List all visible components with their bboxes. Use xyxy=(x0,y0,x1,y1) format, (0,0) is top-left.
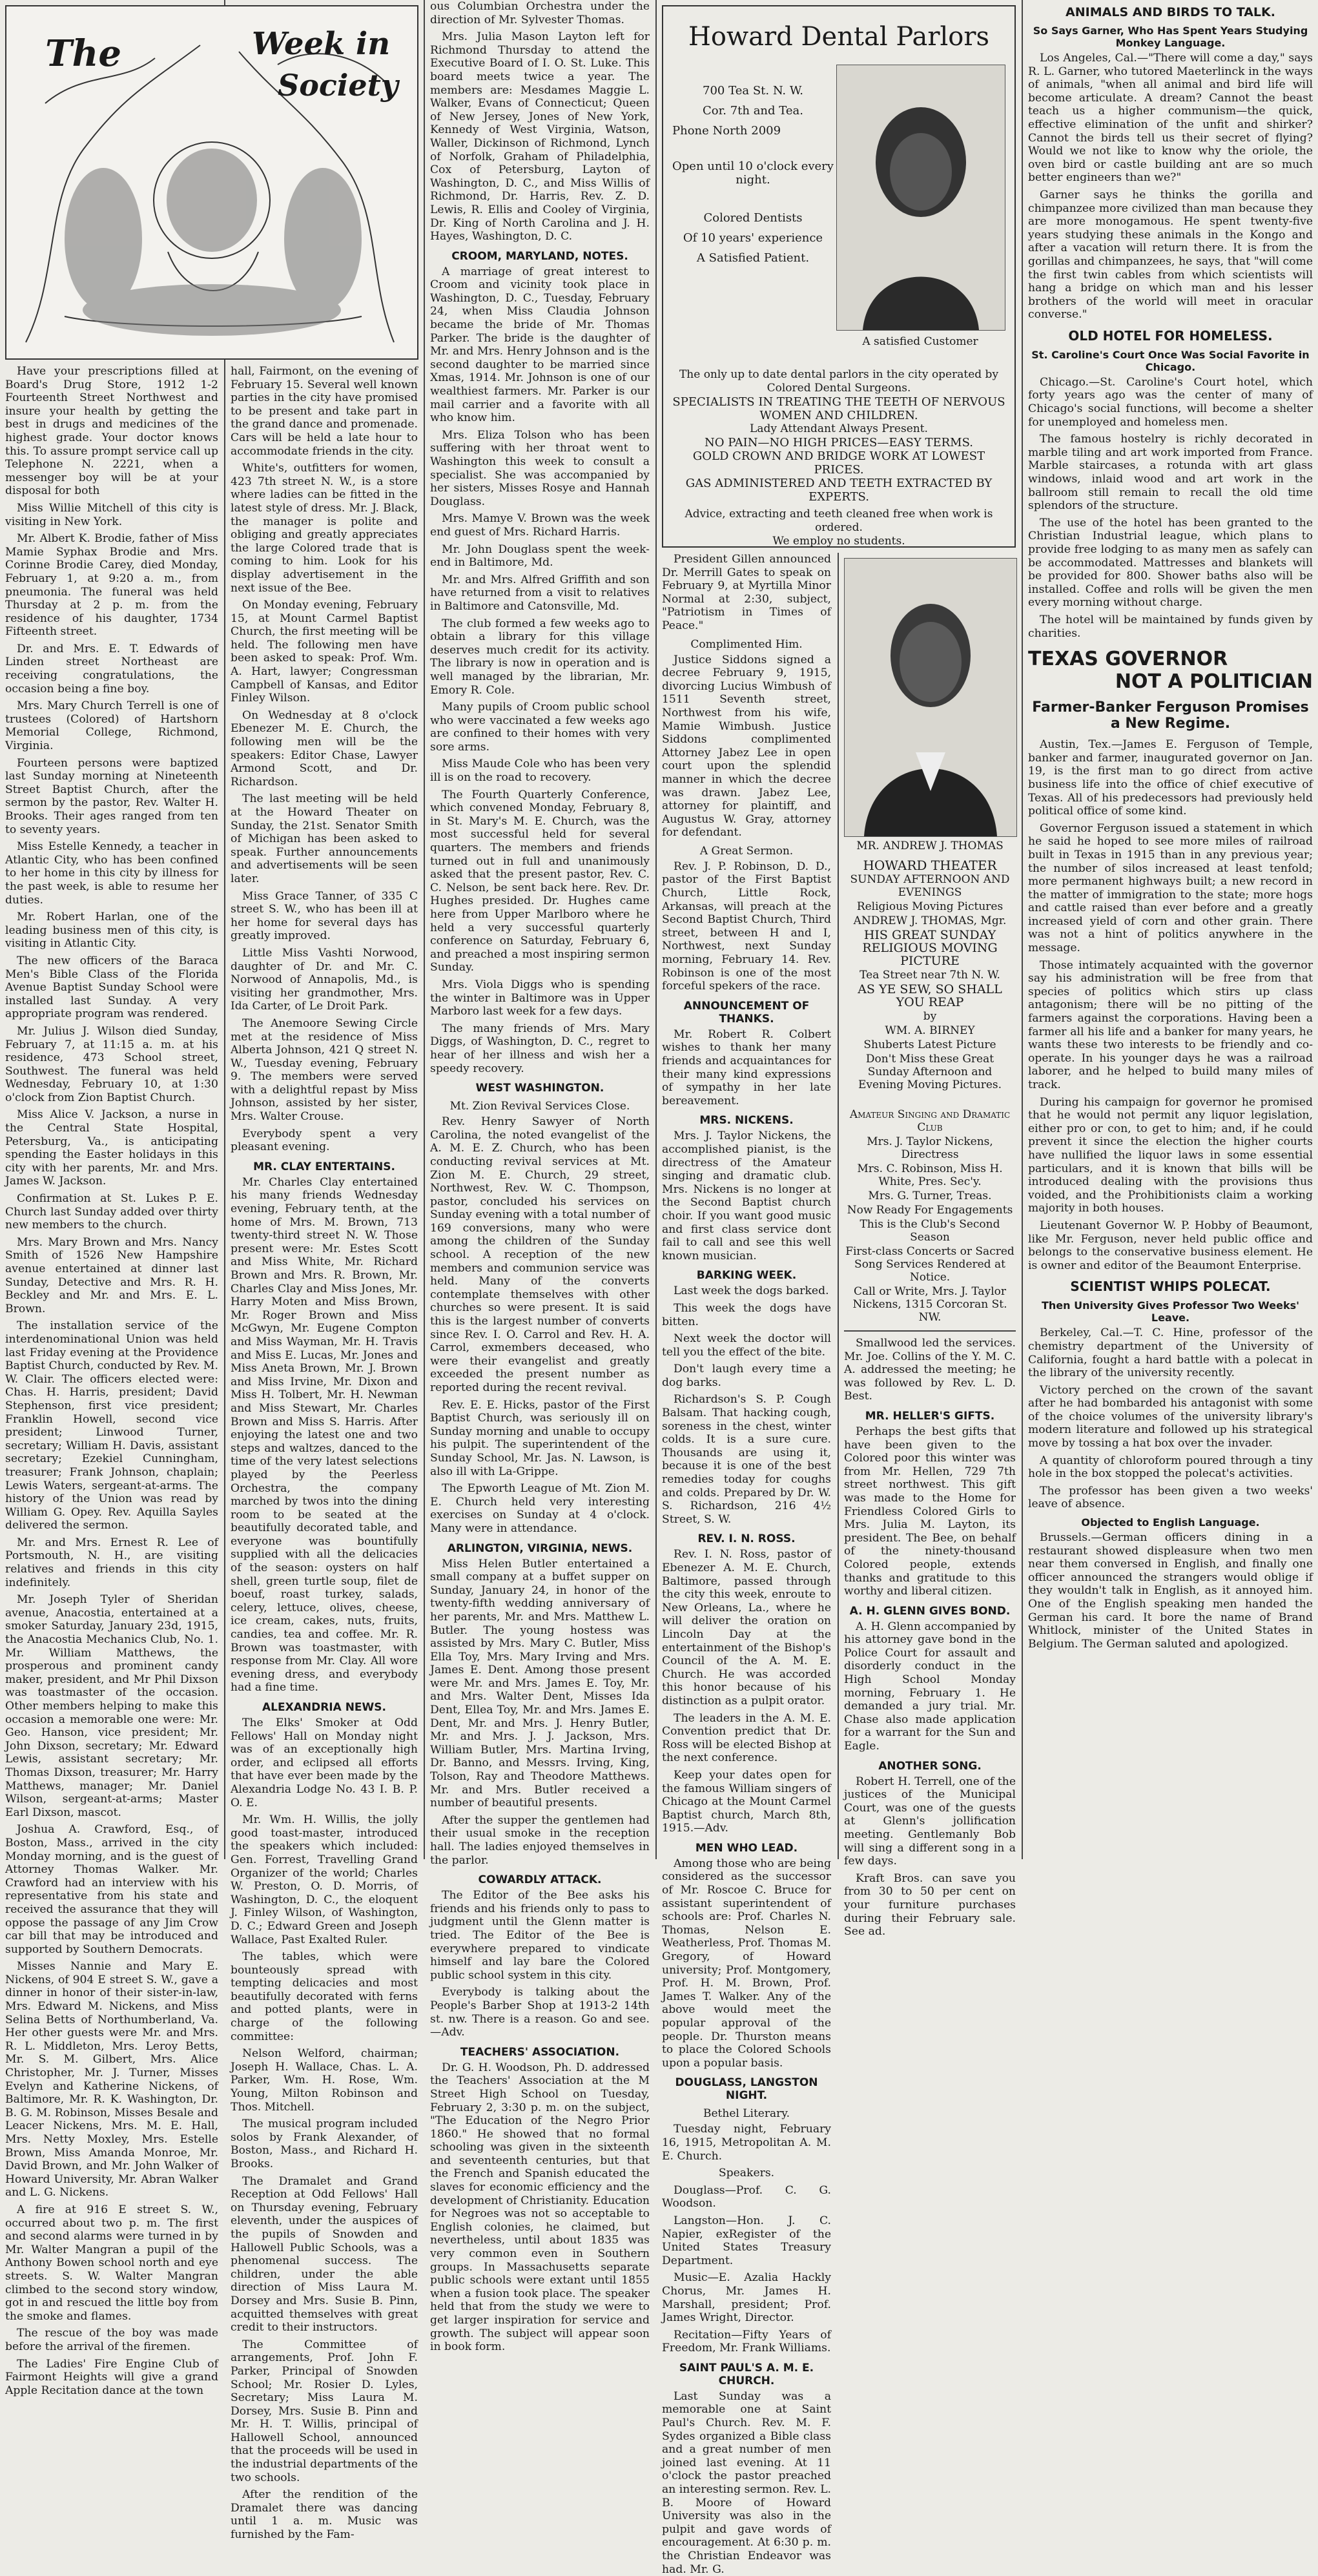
paragraph: Governor Ferguson issued a statement in which he said he hoped to see more miles of railroad built in Texas in 1915 than in any previous year; the number of silos increased at least tenfold; more permanent highways built; a new record in the matter of immigration to the state; more hogs and cattle raised than ever before and a greatly increased yield of corn and other grain. There was not a hint of politics anywhere in the message. xyxy=(1028,821,1313,955)
paragraph: The Ladies' Fire Engine Club of Fairmont Heights will give a grand Apple Recitation dance at the town xyxy=(5,2357,218,2397)
paragraph: The leaders in the A. M. E. Convention predict that Dr. Ross will be elected Bishop at the next conference. xyxy=(662,1711,831,1765)
paragraph: The tables, which were bounteously spread with tempting delicacies and most beautifully decorated with ferns and potted plants, were in charge of the following committee: xyxy=(231,1950,418,2043)
dental-phone: Phone North 2009 xyxy=(672,124,781,138)
paragraph: The new officers of the Baraca Men's Bible Class of the Florida Avenue Baptist Sunday School were installed last Sunday. A very appropriate program was rendered. xyxy=(5,954,218,1021)
paragraph: hall, Fairmont, on the evening of February 15. Several well known parties in the city have promised to be present and take part in the grand dance and promenade. Cars will be held a late hour to accommodate friends in the city. xyxy=(231,365,418,458)
headline-clay: MR. CLAY ENTERTAINS. xyxy=(253,1160,395,1173)
paragraph: A marriage of great interest to Croom and vicinity took place in Washington, D. C., Tuesday, February 24, when Miss Claudia Johnson became the bride of Mr. Thomas Parker. The bride is the daughter of Mr. and Mrs. Henry Johnson and is the second daughter to be married since Xmas, 1914. Mr. Johnson is one of our wealthiest farmers. Mr. Parker is our mail carrier and a favorite with all who know him. xyxy=(430,265,650,425)
paragraph: Rev. I. N. Ross, pastor of Ebenezer A. M. E. Church, Baltimore, passed through the city this week, enroute to New Orleans, La., where he will deliver the oration on Lincoln Day at the entertainment of the Bishop's Council of the A. M. E. Church. He was accorded this honor because of his distinction as a pulpit orator. xyxy=(662,1548,831,1707)
dental-hours: Open until 10 o'clock every night. xyxy=(672,160,834,187)
dental-ad-title: Howard Dental Parlors xyxy=(688,22,990,52)
dental-bottom-7: Advice, extracting and teeth cleaned free when work is ordered. xyxy=(685,508,993,534)
col1-text xyxy=(5,365,218,2397)
paragraph: Confirmation at St. Lukes P. E. Church last Sunday added over thirty new members to the church. xyxy=(5,1192,218,1232)
headline-douglass-langston: DOUGLASS, LANGSTON NIGHT. xyxy=(675,2076,818,2103)
subhead-zion: Mt. Zion Revival Services Close. xyxy=(449,1100,630,1113)
paragraph: Chicago.—St. Caroline's Court hotel, which forty years ago was the center of many of Chicago's social functions, will become a shelter for unemployed and homeless men. xyxy=(1028,375,1313,429)
paragraph: Miss Helen Butler entertained a small company at a buffet supper on Sunday, January 24, in honor of the twenty-fifth wedding anniversary of her parents, Mr. and Mrs. Matthew L. Butler. The young hostess was assisted by Mrs. Mary C. Butler, Miss Ella Toy, Mrs. Mary Irving and Mrs. James E. Dent. Among those present were Mr. and Mrs. James E. Toy, Mr. and Mrs. Walter Dent, Misses Ida Dent, Ellea Toy, Mr. and Mrs. James E. Dent, Mr. and Mrs. J. Henry Butler, Mr. and Mrs. J. J. Jackson, Mrs. William Butler, Mrs. Martina Irving, Dr. Banno, and Messrs. Irving, King, Tolson, Ray and Theodore Matthews. Mr. and Mrs. Butler received a number of beautiful presents. xyxy=(430,1557,650,1810)
paragraph: Speakers. xyxy=(718,2167,775,2180)
paragraph: Dr. G. H. Woodson, Ph. D. addressed the Teachers' Association at the M Street High School on Tuesday, February 2, 3:30 p. m. on the subject, "The Education of the Negro Prior 1860." He showed that no formal schooling was given in the sixteenth and seventeenth centuries, but that the French and Spanish educated the slaves for economic efficiency and the development of Christianity. Education for Negroes was not so acceptable to English colonies, he claimed, but nevertheless, until about 1835 was very common even in Southern groups. In Massachusetts separate public schools were extant until 1855 when a fusion took place. The speaker held that from the study we were to get larger inspiration for service and growth. The subject will appear soon in book form. xyxy=(430,2061,650,2354)
paragraph: After the supper the gentlemen had their usual smoke in the reception hall. The ladies enjoyed themselves in the parlor. xyxy=(430,1813,650,1867)
paragraph: The Editor of the Bee asks his friends and his friends only to pass to judgment until the Glenn matter is tried. The Editor of the Bee is everywhere prepared to vindicate himself and lay bare the Colored public school system in this city. xyxy=(430,1889,650,1982)
paragraph: Miss Willie Mitchell of this city is visiting in New York. xyxy=(5,501,218,528)
paragraph: Tuesday night, February 16, 1915, Metropolitan A. M. E. Church. xyxy=(662,2123,831,2163)
theater-line: Don't Miss these Great Sunday Afternoon and Evening Moving Pictures. xyxy=(858,1053,1002,1091)
paragraph: Brussels.—German officers dining in a restaurant showed displeasure when two men near them conversed in English, and finally one officer announced the strangers would oblige if they wouldn't talk in English, as it annoyed him. One of the English speaking men handed the German his card. It bore the name of Brand Whitlock, minister of the United States in Belgium. The German saluted and apologized. xyxy=(1028,1531,1313,1651)
paragraph: A quantity of chloroform poured through a tiny hole in the box stopped the polecat's activities. xyxy=(1028,1454,1313,1481)
column-1 xyxy=(0,365,223,2397)
paragraph: Rev. J. P. Robinson, D. D., pastor of the First Baptist Church, Little Rock, Arkansas, will preach at the Second Baptist Church, Third street, between H and I, Northwest, next Sunday morning, February 14. Rev. Robinson is one of the most forceful spekers of the race. xyxy=(662,860,831,993)
dental-bottom-6: GAS ADMINISTERED AND TEETH EXTRACTED BY EXPERTS. xyxy=(685,477,993,504)
paragraph: The use of the hotel has been granted to the Christian Industrial league, which plans to provide free lodging to as many men as safely can be accommodated. Mattresses and blankets will be provided for 800. Shower baths also will be installed. Coffee and rolls will be given the men every morning without charge. xyxy=(1028,516,1313,610)
masthead-title-the: The xyxy=(45,32,122,75)
headline-thanks: ANNOUNCEMENT OF THANKS. xyxy=(683,999,810,1025)
amateur-line: Mrs. G. Turner, Treas. xyxy=(868,1190,992,1202)
theater-line: Tea Street near 7th N. W. xyxy=(860,969,1000,982)
paragraph: Miss Estelle Kennedy, a teacher in Atlantic City, who has been confined to her home in this city by illness for the past week, is able to resume her duties. xyxy=(5,840,218,907)
paragraph: President Gillen announced Dr. Merrill Gates to speak on February 9, at Myrtilla Minor Normal at 2:30, subject, "Patriotism in Times of Peace." xyxy=(662,553,831,632)
customer-portrait xyxy=(836,65,1005,331)
amateur-title: Amateur Singing and Dramatic Club xyxy=(849,1108,1011,1134)
paragraph: Austin, Tex.—James E. Ferguson of Temple, banker and farmer, inaugurated governor on Jan. 19, is the first man to go direct from active business life into the office of chief executive of Texas. All of his predecessors had previously held political office of some kind. xyxy=(1028,738,1313,818)
thomas-portrait xyxy=(844,558,1017,837)
theater-line: Religious Moving Pictures xyxy=(856,900,1004,913)
amateur-line: Mrs. C. Robinson, Miss H. White, Pres. Sec'y. xyxy=(857,1162,1003,1188)
paragraph: Perhaps the best gifts that have been given to the Colored poor this winter was from Mr. Hellen, 729 7th street northwest. This gift was made to the Home for Friendless Colored Girls to Mrs. Julia M. Layton, its president. The Bee, on behalf of the ninety-thousand Colored people, extends thanks and gratitude to this worthy and liberal citizen. xyxy=(844,1425,1016,1598)
amateur-line: Mrs. J. Taylor Nickens, Directress xyxy=(867,1135,993,1161)
paragraph: Joshua A. Crawford, Esq., of Boston, Mass., arrived in the city Monday morning, and is the guest of Attorney Thomas Walker. Mr. Crawford had an interview with his representative from his state and received the assurance that they will oppose the passage of any Jim Crow car bill that may be introduced and supported by Southern Democrats. xyxy=(5,1823,218,1956)
paragraph: The Elks' Smoker at Odd Fellows' Hall on Monday night was of an exceptionally high order, and eclipsed all efforts that have ever been made by the Alexandria Lodge No. 43 I. B. P. O. E. xyxy=(231,1716,418,1809)
masthead-title-society: Society xyxy=(278,68,398,103)
paragraph: The rescue of the boy was made before the arrival of the firemen. xyxy=(5,2327,218,2353)
theater-line: ANDREW J. THOMAS, Mgr. xyxy=(853,914,1007,927)
paragraph: Those intimately acquainted with the governor say his administration will be free from that species of politics which stirs up class antagonism; there will be no pitting of the farmers against the corporations. Having been a farmer all his life and a banker for many years, he wants these two interests to be friendly and co-operate. In his younger days he was a railroad laborer, and he helped to build many miles of track. xyxy=(1028,958,1313,1091)
paragraph: Don't laugh every time a dog barks. xyxy=(662,1363,831,1389)
masthead-area xyxy=(0,0,424,362)
paragraph: Mrs. Mary Church Terrell is one of trustees (Colored) of Hartshorn Memorial College, Richmond, Virginia. xyxy=(5,699,218,753)
theater-line: by xyxy=(923,1010,937,1023)
paragraph: This week the dogs have bitten. xyxy=(662,1301,831,1328)
headline-teachers: TEACHERS' ASSOCIATION. xyxy=(460,2045,620,2059)
paragraph: A fire at 916 E street S. W., occurred about two p. m. The first and second alarms were turned in by Mr. Walter Mangran a pupil of the Anthony Bowen school north and eye streets. S. W. Walter Mangran climbed to the second story window, got in and rescued the little boy from the smoke and flames. xyxy=(5,2203,218,2323)
portrait-illustration xyxy=(837,65,1005,330)
column-4b xyxy=(838,553,1021,1939)
dental-experience: Of 10 years' experience xyxy=(683,231,823,245)
paragraph: The Anemoore Sewing Circle met at the residence of Miss Alberta Johnson, 421 Q street N. W., Tuesday evening, February 9. The members were served with a delightful repast by Miss Johnson, assisted by her sister, Mrs. Walter Crouse. xyxy=(231,1016,418,1124)
paragraph: Mr. Robert Harlan, one of the leading business men of this city, is visiting in Atlantic City. xyxy=(5,911,218,951)
paragraph: The Dramalet and Grand Reception at Odd Fellows' Hall on Thursday evening, February eleventh, under the auspices of the pupils of Snowden and Hallowell Public Schools, was a phenomenal success. The children, under the able direction of Miss Laura M. Dorsey and Mrs. Susie B. Pinn, acquitted themselves with great credit to their instructors. xyxy=(231,2174,418,2334)
dental-bottom-copy xyxy=(672,368,1005,548)
theater-line: Shuberts Latest Picture xyxy=(863,1038,996,1051)
column-2 xyxy=(225,365,423,2542)
paragraph: Mr. and Mrs. Ernest R. Lee of Portsmouth, N. H., are visiting relatives and friends in this city indefinitely. xyxy=(5,1536,218,1589)
headline-men-who-lead: MEN WHO LEAD. xyxy=(695,1841,798,1855)
paragraph: Everybody spent a very pleasant evening. xyxy=(231,1127,418,1154)
headline-heller: MR. HELLER'S GIFTS. xyxy=(865,1409,995,1423)
paragraph: Have your prescriptions filled at Board's Drug Store, 1912 1-2 Fourteenth Street Northwest and insure your health by getting the best in drugs and medicines of the highest grade. Your doctor knows this. To assure prompt service call up Telephone N. 2221, when a messenger boy will be at your disposal for both xyxy=(5,365,218,498)
paragraph: Last week the dogs barked. xyxy=(674,1284,829,1298)
paragraph: Next week the doctor will tell you the effect of the bite. xyxy=(662,1332,831,1359)
paragraph: Los Angeles, Cal.—"There will come a day," says R. L. Garner, who tutored Maeterlinck in the ways of animals, "when all animal and bird life will become articulate. A dream? Cannot the beast teach us a higher communism—the quick, effective elimination of the unfit and shirker? Cannot the birds tell us their secret of flying? Would we not like to know why the oriole, the oven bird or castle building ant are so much better engineers than we?" xyxy=(1028,52,1313,185)
subhead-animals: So Says Garner, Who Has Spent Years Studying Monkey Language. xyxy=(1033,25,1308,49)
subhead-polecat: Then University Gives Professor Two Weeks' Leave. xyxy=(1041,1299,1300,1324)
theater-line: SUNDAY AFTERNOON AND EVENINGS xyxy=(850,873,1010,899)
paragraph: Smallwood led the services. Mr. Joe. Collins of the Y. M. C. A. addressed the meeting; he was followed by Rev. L. D. Best. xyxy=(844,1337,1016,1403)
paragraph: Mr. Charles Clay entertained his many friends Wednesday evening, February tenth, at the home of Mrs. M. Brown, 713 twenty-third street N. W. Those present were: Mr. Estes Scott and Miss White, Mr. Richard Brown and Mrs. R. Brown, Mr. Charles Clay and Miss Jones, Mr. Harry Moten and Miss Brown, Mr. Roger Brown and Miss McGwyn, Mr. Eugene Compton and Miss Wayman, Mr. H. Travis and Miss E. Lucas, Mr. Jones and Miss Aneta Brown, Mr. J. Brown and Miss Irvine, Mr. Dixon and Miss H. Tolbert, Mr. H. Newman and Miss Stewart, Mr. Charles Brown and Miss S. Harris. After enjoying the latest one and two steps and waltzes, danced to the time of the very latest selections played by the Peerless Orchestra, the company marched by twos into the dining room to be seated at the beautifully decorated table, and everyone was bountifully supplied with all the delicacies of the season: oysters on half shell, green turtle soup, filet de boeuf, roast turkey, salads, celery, lettuce, olives, cheese, ice cream, cakes, nuts, fruits, candies, tea and coffee. Mr. R. Brown was toastmaster, with response from Mr. Clay. All wore evening dress, and everybody had a fine time. xyxy=(231,1175,418,1695)
amateur-line: First-class Concerts or Sacred Song Services Rendered at Notice. xyxy=(845,1245,1014,1284)
amateur-line: This is the Club's Second Season xyxy=(860,1218,1000,1244)
paragraph: Recitation—Fifty Years of Freedom, Mr. Frank Williams. xyxy=(662,2328,831,2355)
paragraph: On Monday evening, February 15, at Mount Carmel Baptist Church, the first meeting will be held. The following men have been asked to speak: Prof. Wm. A. Hart, lawyer; Congressman Campbell of Kansas, and Editor Finley Wilson. xyxy=(231,599,418,705)
paragraph: Everybody is talking about the People's Barber Shop at 1913-2 14th st. nw. There is a reason. Go and see.—Adv. xyxy=(430,1986,650,2039)
paragraph: During his campaign for governor he promised that he would not permit any liquor legislation, either pro or con, to get to him; and, if he could prevent it since the election the higher courts have nullified the liquor laws in some essential particulars, and it is known that bills will be introduced dealing with the provisions thus voided, and the Prohibitionists claim a working majority in both houses. xyxy=(1028,1095,1313,1215)
paragraph: Mrs. Viola Diggs who is spending the winter in Baltimore was in Upper Marboro last week for a few days. xyxy=(430,978,650,1018)
paragraph: Fourteen persons were baptized last Sunday morning at Nineteenth Street Baptist Church, after the sermon by the pastor, Rev. Walter H. Brooks. Their ages ranged from ten to seventy years. xyxy=(5,756,218,836)
amateur-line: Call or Write, Mrs. J. Taylor Nickens, 1315 Corcoran St. NW. xyxy=(852,1285,1007,1324)
dental-ad-info xyxy=(672,77,834,271)
portrait-illustration xyxy=(845,559,1016,836)
dental-ad xyxy=(662,5,1016,548)
subhead-english: Objected to English Language. xyxy=(1081,1516,1260,1529)
paragraph: Mr. John Douglass spent the week-end in Baltimore, Md. xyxy=(430,542,650,570)
paragraph: Langston—Hon. J. C. Napier, exRegister of the United States Treasury Department. xyxy=(662,2214,831,2267)
paragraph: Last Sunday was a memorable one at Saint Paul's Church. Rev. M. F. Sydes organized a Bible class and a great number of men joined last evening. At 11 o'clock the pastor preached an interesting sermon. Rev. L. B. Moore of Howard University was also in the pulpit and gave words of encouragement. At 6:30 p. m. the Christian Endeavor was had. Mr. G. xyxy=(662,2389,832,2576)
headline-polecat: SCIENTIST WHIPS POLECAT. xyxy=(1070,1279,1271,1295)
theater-line: WM. A. BIRNEY xyxy=(885,1024,975,1037)
theater-line: HOWARD THEATER xyxy=(863,858,997,873)
paragraph: Mrs. J. Taylor Nickens, the accomplished pianist, is the directress of the Amateur singing and dramatic club. Mrs. Nickens is no longer at the Second Baptist church choir. If you want good music and first class service dont fail to call and see this well known musician. xyxy=(662,1129,831,1262)
dental-colored-dentists: Colored Dentists xyxy=(703,211,803,225)
paragraph: Mrs. Julia Mason Layton left for Richmond Thursday to attend the Executive Board of I. O. St. Luke. This board meets twice a year. The members are: Mesdames Maggie L. Walker, Evans of Connecticut; Queen of New Jersey, Jones of New York, Kennedy of West Virginia, Watson, Waller, Dickinson of Richmond, Lynch of Norfolk, Graham of Philadelphia, Cox of Petersburg, Layton of Washington, D. C., and Miss Willis of Richmond, Dr. Harris, Rev. Z. D. Lewis, R. Ellis and Cooley of Virginia, Dr. King of North Carolina and J. H. Hayes, Washington, D. C. xyxy=(430,30,650,243)
paragraph: The last meeting will be held at the Howard Theater on Sunday, the 21st. Senator Smith of Michigan has been asked to speak. Further announcements and advertisements will be seen later. xyxy=(231,792,418,885)
headline-texas-2: NOT A POLITICIAN xyxy=(1115,670,1313,694)
paragraph: A. H. Glenn accompanied by his attorney gave bond in the Police Court for assault and disorderly conduct in the High School Monday morning, February 1. He demanded a jury trial. Mr. Chase also made application for a warrant for the Sun and Eagle. xyxy=(844,1620,1016,1753)
thomas-caption: MR. ANDREW J. THOMAS xyxy=(856,840,1004,852)
column-4a xyxy=(657,553,836,2576)
dental-bottom-3: Lady Attendant Always Present. xyxy=(750,422,928,435)
headline-hotel: OLD HOTEL FOR HOMELESS. xyxy=(1068,327,1273,344)
headline-animals: ANIMALS AND BIRDS TO TALK. xyxy=(1066,5,1275,19)
headline-texas-1: TEXAS GOVERNOR xyxy=(1028,648,1228,671)
paragraph: ous Columbian Orchestra under the direction of Mr. Sylvester Thomas. xyxy=(430,0,650,26)
dental-bottom-4: NO PAIN—NO HIGH PRICES—EASY TERMS. xyxy=(704,436,973,449)
paragraph: Rev. E. E. Hicks, pastor of the First Baptist Church, was seriously ill on Sunday morning and unable to occupy his pulpit. The superintendent of the Sunday School, Mr. Jas. N. Lawson, is also ill with La-Grippe. xyxy=(430,1398,650,1478)
column-3 xyxy=(425,0,655,2354)
paragraph: Robert H. Terrell, one of the justices of the Municipal Court, was one of the guests at Glenn's jollification meeting. Gentlemanly Bob will sing a different song in a few days. xyxy=(844,1775,1016,1868)
headline-alexandria: ALEXANDRIA NEWS. xyxy=(262,1701,386,1714)
paragraph: The professor has been given a two weeks' leave of absence. xyxy=(1028,1484,1313,1511)
headline-croom: CROOM, MARYLAND, NOTES. xyxy=(451,249,628,263)
paragraph: After the rendition of the Dramalet there was dancing until 1 a. m. Music was furnished by the Fam- xyxy=(231,2488,418,2542)
column-4 xyxy=(657,0,1021,2576)
subhead-texas: Farmer-Banker Ferguson Promises a New Regime. xyxy=(1032,699,1309,732)
masthead-title-week: Week in xyxy=(252,26,391,62)
subhead-bethel: Bethel Literary. xyxy=(703,2107,790,2121)
paragraph: Miss Maude Cole who has been very ill is on the road to recovery. xyxy=(430,757,650,785)
headline-another-song: ANOTHER SONG. xyxy=(878,1759,982,1773)
headline-west-washington: WEST WASHINGTON. xyxy=(475,1082,604,1095)
paragraph: Berkeley, Cal.—T. C. Hine, professor of the chemistry department of the University of California, fought a hard battle with a polecat in the library of the university recently. xyxy=(1028,1326,1313,1380)
masthead xyxy=(5,5,418,360)
headline-glenn: A. H. GLENN GIVES BOND. xyxy=(849,1604,1011,1618)
paragraph: Douglass—Prof. C. G. Woodson. xyxy=(662,2183,831,2210)
dental-bottom-2: SPECIALISTS IN TREATING THE TEETH OF NERVOUS WOMEN AND CHILDREN. xyxy=(672,395,1005,422)
paragraph: Mrs. Mary Brown and Mrs. Nancy Smith of 1526 New Hampshire avenue entertained at dinner last Sunday, Detective and Mrs. R. H. Beckley and Mr. and Mrs. E. L. Brown. xyxy=(5,1235,218,1315)
paragraph: Nelson Welford, chairman; Joseph H. Wallace, Chas. L. A. Parker, Wm. H. Rose, Wm. Young, Milton Robinson and Thos. Mitchell. xyxy=(231,2047,418,2114)
subhead-sermon: A Great Sermon. xyxy=(699,844,794,858)
paragraph: The Epworth League of Mt. Zion M. E. Church held very interesting exercises on Sunday at 4 o'clock. Many were in attendance. xyxy=(430,1482,650,1535)
column-5 xyxy=(1023,0,1318,1859)
paragraph: Mr. Wm. H. Willis, the jolly good toast-master, introduced the speakers which included: Gen. Forrest, Travelling Grand Organizer of the world; Charles W. Preston, O. D. Morris, of Washington, D. C., the eloquent J. Finley Wilson, of Washington, D. C.; Edward Green and Joseph Wallace, Past Exalted Ruler. xyxy=(231,1813,418,1946)
paragraph: Richardson's S. P. Cough Balsam. That hacking cough, soreness in the chest, winter colds. It is a sure cure. Thousands are using it, because it is one of the best remedies today for coughs and colds. Prepared by Dr. W. S. Richardson, 216 4½ Street, S. W. xyxy=(662,1393,831,1526)
theater-line: AS YE SEW, SO SHALL YOU REAP xyxy=(858,982,1002,1009)
headline-cowardly-attack: COWARDLY ATTACK. xyxy=(478,1873,602,1887)
paragraph: Dr. and Mrs. E. T. Edwards of Linden street Northeast are receiving congratulations, the occasion being a fine boy. xyxy=(5,642,218,696)
paragraph: Victory perched on the crown of the savant after he had bombarded his antagonist with some of the choice volumes of the university library's modern literature and followed up his strategical move by tossing a hat box over the invader. xyxy=(1028,1383,1313,1450)
paragraph: Kraft Bros. can save you from 30 to 50 per cent on your furniture purchases during their February sale. See ad. xyxy=(844,1871,1016,1939)
dental-bottom-5: GOLD CROWN AND BRIDGE WORK AT LOWEST PRICES. xyxy=(692,449,985,477)
dental-address-2: Cor. 7th and Tea. xyxy=(703,104,803,118)
headline-ross: REV. I. N. ROSS. xyxy=(697,1532,796,1546)
paragraph: Justice Siddons signed a decree February 9, 1915, divorcing Lucius Wimbush of 1511 Seventh street, Northwest from his wife, Mamie Wimbush. Justice Siddons complimented Attorney Jabez Lee in open court upon the splendid manner in which the decree was drawn. Jabez Lee, attorney for plaintiff, and Augustus W. Gray, attorney for defendant. xyxy=(662,653,831,840)
paragraph: The club formed a few weeks ago to obtain a library for this village deserves much credit for its activity. The library is now in operation and is well managed by the librarian, Mr. Emory R. Cole. xyxy=(430,617,650,697)
paragraph: On Wednesday at 8 o'clock Ebenezer M. E. Church, the following men will be the speakers: Editor Chase, Lawyer Armond Scott, and Dr. Richardson. xyxy=(231,708,418,788)
headline-arlington: ARLINGTON, VIRGINIA, NEWS. xyxy=(447,1541,633,1555)
paragraph: Rev. Henry Sawyer of North Carolina, the noted evangelist of the A. M. E. Z. Church, who has been conducting revival services at Mt. Zion M. E. Church, 29 street, Northwest, Rev. W. C. Thompson, pastor, concluded his services on Sunday evening with a total number of 169 conversions, many who were among the children of the Sunday school. A reception of the new members and communion service was held. Many of the converts contemplate themselves with other churches so were present. It is said this is the largest number of converts since Rev. I. O. Carrol and Rev. H. A. Carrol, exmembers deceased, who were their evangelist and greatly exceeded the present number as reported during the recent revival. xyxy=(430,1115,650,1394)
paragraph: Miss Alice V. Jackson, a nurse in the Central State Hospital, Petersburg, Va., is anticipating spending the Easter holidays in this city with her parents, Mr. and Mrs. James W. Jackson. xyxy=(5,1108,218,1188)
dental-address-1: 700 Tea St. N. W. xyxy=(703,84,803,98)
paragraph: Mr. Julius J. Wilson died Sunday, February 7, at 11:15 a. m. at his residence, 473 School street, Southwest. The funeral was held Wednesday, February 10, at 1:30 o'clock from Zion Baptist Church. xyxy=(5,1024,218,1104)
paragraph: Mr. Joseph Tyler of Sheridan avenue, Anacostia, entertained at a smoker Saturday, January 23d, 1915, the Anacostia Mechanics Club, No. 1. Mr. William Matthews, the prosperous and prominent candy maker, president, and Mr Phil Dixson was toastmaster of the occasion. Other members helping to make this occasion a memorable one were: Mr. Geo. Hanson, vice president; Mr. John Dixson, secretary; Mr. Edward Lewis, assistant secretary; Mr. Thomas Dixson, treasurer; Mr. Harry Matthews, manager; Mr. Daniel Wilson, sergeant-at-arms; Master Earl Dixson, mascot. xyxy=(5,1593,218,1819)
paragraph: Miss Grace Tanner, of 335 C street S. W., who has been ill at her home for several days has greatly improved. xyxy=(231,889,418,943)
paragraph: Mrs. Mamye V. Brown was the week end guest of Mrs. Richard Harris. xyxy=(430,512,650,539)
subhead-hotel: St. Caroline's Court Once Was Social Favorite in Chicago. xyxy=(1031,348,1310,373)
paragraph: The hotel will be maintained by funds given by charities. xyxy=(1028,613,1313,640)
howard-theater-ad xyxy=(844,859,1016,1091)
paragraph: Keep your dates open for the famous William singers of Chicago at the Mount Carmel Baptist church, March 8th, 1915.—Adv. xyxy=(662,1768,831,1835)
amateur-line: Now Ready For Engagements xyxy=(847,1204,1013,1217)
paragraph: The many friends of Mrs. Mary Diggs, of Washington, D. C., regret to hear of her illness and wish her a speedy recovery. xyxy=(430,1022,650,1075)
paragraph: The Committee of arrangements, Prof. John F. Parker, Principal of Snowden School; Mr. Rosier D. Lyles, Secretary; Miss Laura M. Dorsey, Mrs. Susie B. Pinn and Mr. H. T. Willis, principal of Hallowell School, announced that the proceeds will be used in the industrial departments of the two schools. xyxy=(231,2338,418,2484)
paragraph: Misses Nannie and Mary E. Nickens, of 904 E street S. W., gave a dinner in honor of their sister-in-law, Mrs. Edward M. Nickens, and Miss Selina Betts of Northumberland, Va. Her other guests were Mr. and Mrs. R. L. Middleton, Mrs. Leroy Betts, Mr. S. M. Gilbert, Mrs. Alice Christopher, Mr. J. Turner, Misses Evelyn and Katherine Nickens, of Baltimore, Mr. R. K. Washington, Dr. B. G. M. Robinson, Misses Besale and Leacer Nickens, Mrs. M. E. Hall, Mrs. Netty Moxley, Mrs. Estelle Brown, Miss Amanda Monroe, Mr. David Brown, and Mr. John Walker of Howard University, Mr. Abran Walker and L. G. Nickens. xyxy=(5,1960,218,2200)
dental-bottom-1: The only up to date dental parlors in the city operated by Colored Dental Surgeons. xyxy=(679,368,999,395)
portrait-caption: A satisfied Customer xyxy=(862,335,978,348)
paragraph: Mrs. Eliza Tolson who has been suffering with her throat went to Washington this week to consult a specialist. She was accompanied by her sisters, Misses Rosye and Hannah Douglass. xyxy=(430,428,650,508)
dental-bottom-8: We employ no students. xyxy=(772,535,905,548)
paragraph: Garner says he thinks the gorilla and chimpanzee more civilized than man because they are more monogamous. He spent twenty-five years studying these animals in the Kongo and after a vacation will return there. It is from the gorillas and chimpanzees, he says, that "will come the first twin cables from which scientists will hang a bridge on which man and his lesser brothers of the world will meet in oracular converse." xyxy=(1028,188,1313,322)
headline-nickens: MRS. NICKENS. xyxy=(699,1114,794,1128)
headline-saint-pauls: SAINT PAUL'S A. M. E. CHURCH. xyxy=(679,2361,814,2387)
headline-barking: BARKING WEEK. xyxy=(696,1269,797,1283)
paragraph: Little Miss Vashti Norwood, daughter of Dr. and Mr. C. Norwood of Annapolis, Md., is visiting her grandmother, Mrs. Ida Carter, of Le Droit Park. xyxy=(231,946,418,1013)
theater-line: HIS GREAT SUNDAY RELIGIOUS MOVING PICTURE xyxy=(862,928,998,968)
paragraph: Mr. and Mrs. Alfred Griffith and son have returned from a visit to relatives in Baltimore and Catonsville, Md. xyxy=(430,573,650,613)
paragraph: Among those who are being considered as the successor of Mr. Roscoe C. Bruce for assistant superintendent of schools are: Prof. Charles N. Thomas, Nelson E. Weatherless, Prof. Thomas M. Gregory, of Howard university; Prof. Montgomery, Prof. H. M. Brown, Prof. James T. Walker. Any of the above would meet the popular approval of the people. Dr. Thurston means to place the Colored Schools upon a popular basis. xyxy=(662,1857,831,2070)
paragraph: The installation service of the interdenominational Union was held last Friday evening at the Providence Baptist Church, conducted by Rev. M. W. Clair. The officers elected were: Chas. H. Harris, president; David Stephenson, first vice president; Franklin Howell, second vice president; Linwood Turner, secretary; William H. Davis, assistant secretary; Ezekiel Cunningham, treasurer; Frank Johnson, chaplain; Lewis Waters, sergeant-at-arms. The history of the Union was read by William G. Opey. Rev. Aquilla Sayles delivered the sermon. xyxy=(5,1319,218,1532)
paragraph: White's, outfitters for women, 423 7th street N. W., is a store where ladies can be fitted in the latest style of dress. Mr. J. Black, the manager is polite and obliging and greatly appreciates the large Colored trade that is coming to him. Look for his display advertisement in the next issue of the Bee. xyxy=(231,462,418,595)
subhead-complimented: Complimented Him. xyxy=(690,637,803,651)
paragraph: Many pupils of Croom public school who were vaccinated a few weeks ago are confined to their homes with very sore arms. xyxy=(430,701,650,754)
amateur-club-ad xyxy=(844,1108,1016,1324)
dental-satisfied: A Satisfied Patient. xyxy=(696,251,810,265)
paragraph: The Fourth Quarterly Conference, which convened Monday, February 8, in St. Mary's M. E. Church, was the most successful held for several quarters. The members and friends turned out in full and unanimously asked that the present pastor, Rev. C. C. Nelson, be sent back here. Rev. Dr. Hughes presided. Dr. Hughes came here from Upper Marlboro where he held a very successful quarterly conference on Saturday, February 6, and preached a most inspiring sermon Sunday. xyxy=(430,788,650,974)
paragraph: The musical program included solos by Frank Alexander, of Boston, Mass., and Richard H. Brooks. xyxy=(231,2117,418,2170)
paragraph: Lieutenant Governor W. P. Hobby of Beaumont, like Mr. Ferguson, never held public office and belongs to the conservative business element. He is owner and editor of the Beaumont Enterprise. xyxy=(1028,1219,1313,1272)
paragraph: Music—E. Azalia Hackly Chorus, Mr. James H. Marshall, president; Prof. James Wright, Director. xyxy=(662,2271,831,2325)
paragraph: Mr. Robert R. Colbert wishes to thank her many friends and acquaintances for their many kind expressions of sympathy in her late bereavement. xyxy=(662,1027,831,1108)
paragraph: Mr. Albert K. Brodie, father of Miss Mamie Syphax Brodie and Mrs. Corinne Brodie Carey, died Monday, February 1, at 9:20 a. m., from pneumonia. The funeral was held Thursday at 2 p. m. from the residence of his daughter, 1734 Fifteenth street. xyxy=(5,532,218,639)
paragraph: The famous hostelry is richly decorated in marble tiling and art work imported from France. Marble staircases, a rotunda with art glass windows, inlaid wood and art work in the ballroom still remain to recall the old time splendors of the structure. xyxy=(1028,433,1313,513)
